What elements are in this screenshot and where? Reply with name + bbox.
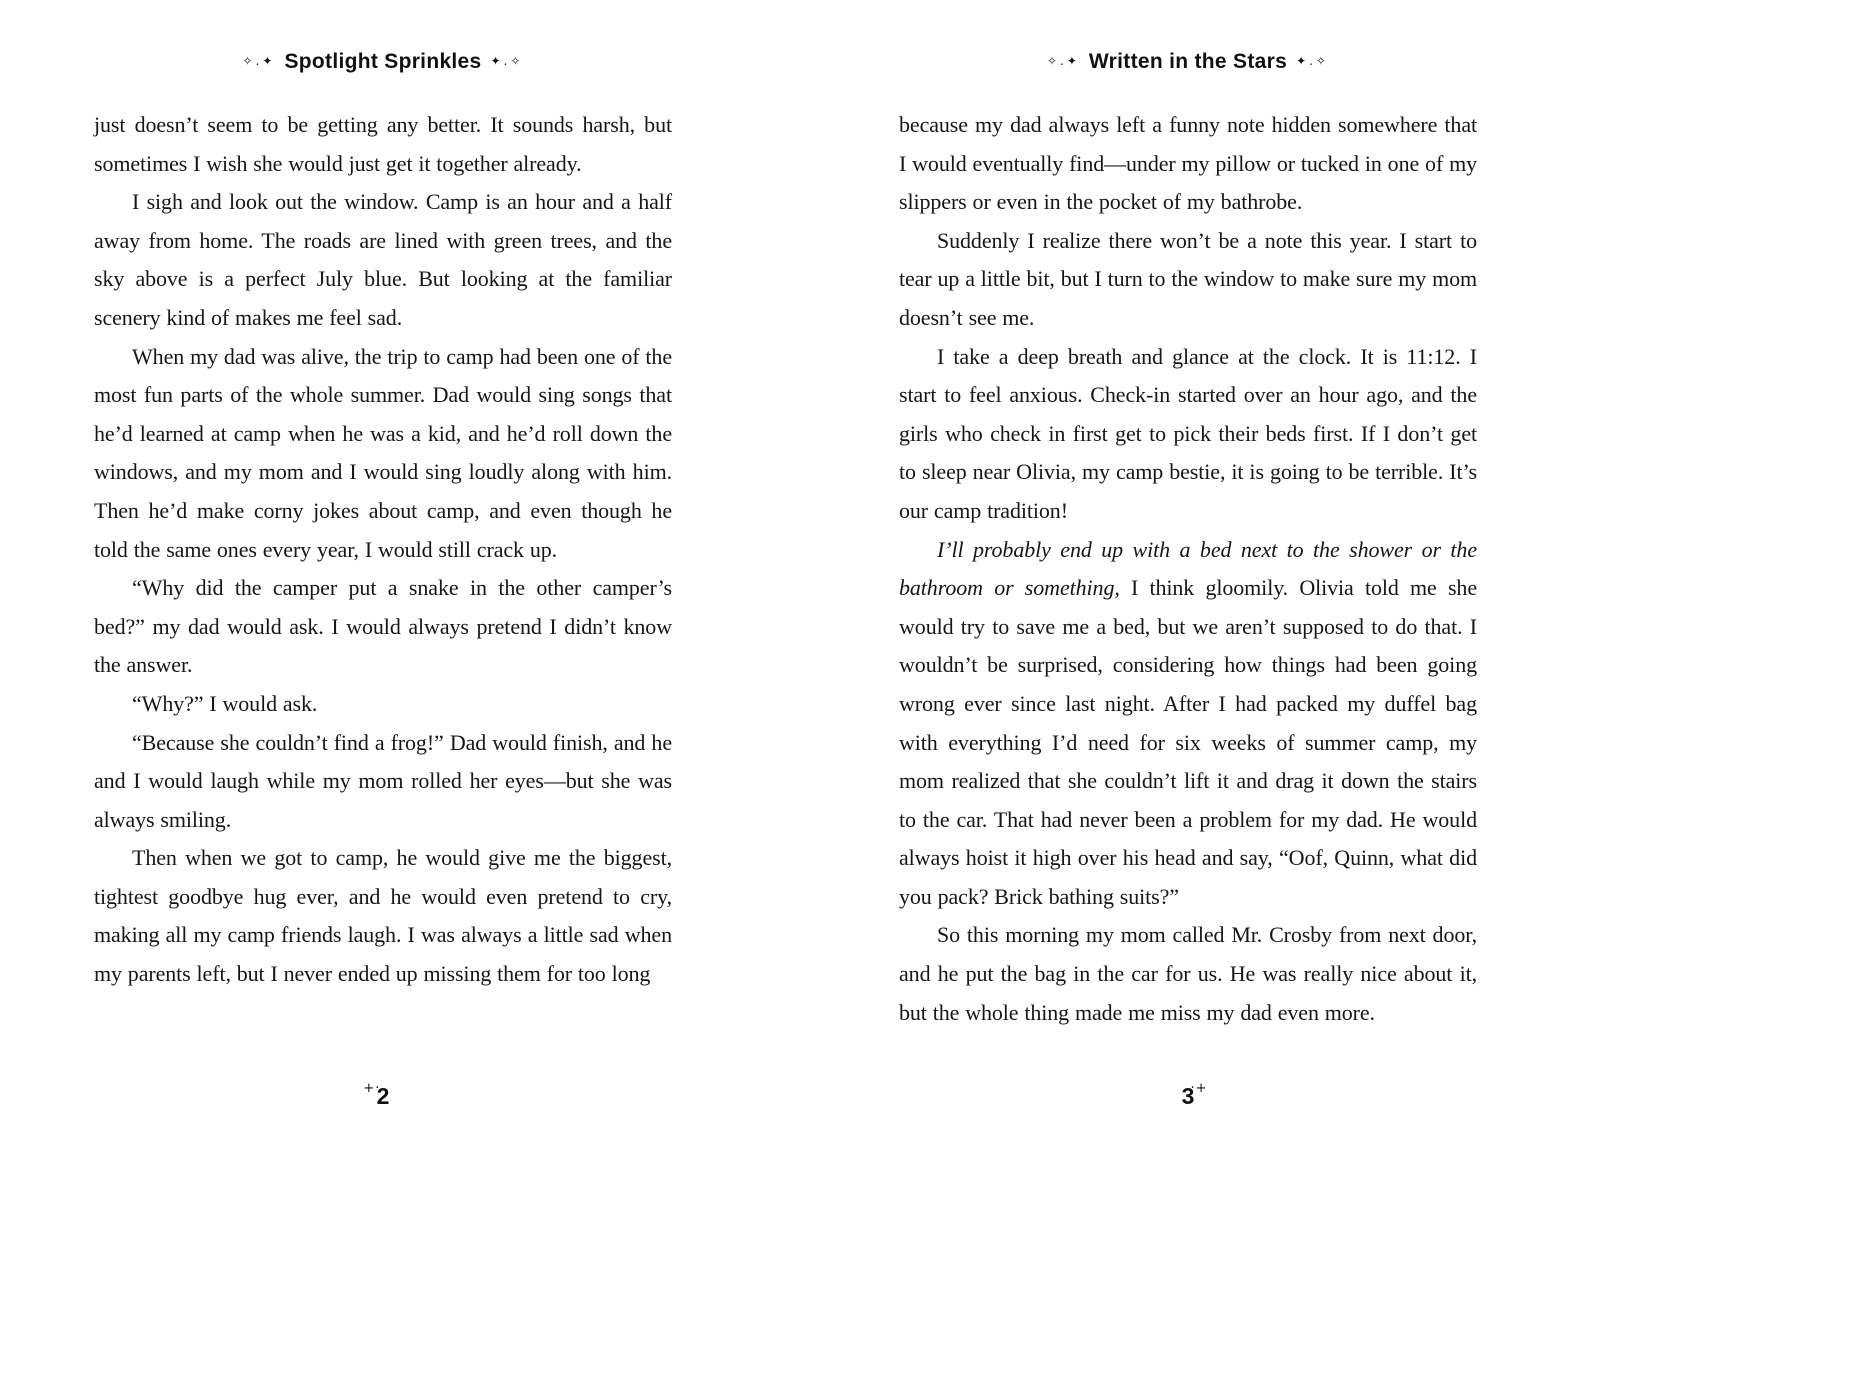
paragraph-segment: I think gloomily. Olivia told me she would try to save me a bed, but we aren’t supposed to do that. I wouldn’t be surprised, considering how things had been going wrong ever since last night. After I had packed my duffel bag with everything I’d need for six weeks of summer camp, my mom realized that she couldn’t lift it and drag it down the stairs to the car. That had never been a problem for my dad. He would always hoist it high over his head and say, “Oof, Quinn, what did you pack? Brick bathing suits?” (899, 575, 1477, 909)
page-number-wrap (1181, 1081, 1208, 1110)
paragraph-segment: When my dad was alive, the trip to camp had been one of the most fun parts of the whole summer. Dad would sing songs that he’d learned at camp when he was a kid, and he’d roll down the windows, and my mom and I would sing loudly along with him. Then he’d make corny jokes about camp, and even though he told the same ones every year, I would still crack up. (94, 343, 672, 562)
sparkle-ornament-left-icon: ✧.✦ (1046, 54, 1080, 68)
sparkle-ornament-right-icon: ✦.✧ (1296, 54, 1329, 68)
paragraph-segment: Suddenly I realize there won’t be a note this year. I start to tear up a little bit, but I turn to the window to make sure my mom doesn’t see me. (899, 227, 1477, 330)
paragraph (899, 338, 1477, 531)
folio-right (899, 1083, 1477, 1110)
page-number-wrap (363, 1081, 390, 1110)
paragraph-segment: I take a deep breath and glance at the clock. It is 11:12. I start to feel anxious. Check-in started over an hour ago, and the girls who check in first get to pick their beds first. If I don’t get to sleep near Olivia, my camp bestie, it is going to be terrible. It’s our camp tradition! (899, 343, 1477, 523)
page-number: 3 (1181, 1083, 1195, 1109)
page-left (94, 0, 672, 1396)
page-right (899, 0, 1477, 1396)
paragraph (899, 222, 1477, 338)
body-text-right (899, 106, 1477, 1032)
page-header-title-left: Spotlight Sprinkles (284, 50, 482, 73)
paragraph-segment: “Why did the camper put a snake in the other camper’s bed?” my dad would ask. I would always pretend I didn’t know the answer. (94, 575, 672, 678)
paragraph-segment: “Why?” I would ask. (132, 690, 318, 716)
paragraph-segment: Then when we got to camp, he would give me the biggest, tightest goodbye hug ever, and he would even pretend to cry, making all my camp friends laugh. I was always a little sad when my parents left, but I never ended up missing them for too long (94, 845, 672, 987)
paragraph-segment: just doesn’t seem to be getting any better. It sounds harsh, but sometimes I wish she would just get it together already. (94, 112, 672, 176)
paragraph (94, 183, 672, 337)
running-head-left (94, 50, 672, 74)
paragraph (94, 338, 672, 570)
sparkle-ornament-left-icon: ✧.✦ (242, 54, 276, 68)
paragraph (94, 724, 672, 840)
paragraph (899, 916, 1477, 1032)
paragraph (899, 106, 1477, 222)
running-head-right (899, 50, 1477, 74)
paragraph (94, 839, 672, 993)
page-number: 2 (376, 1083, 390, 1109)
paragraph-segment: I sigh and look out the window. Camp is an hour and a half away from home. The roads are lined with green trees, and the sky above is a perfect July blue. But looking at the familiar scenery kind of makes me feel sad. (94, 189, 672, 330)
paragraph-segment-italic: I’ll probably end up with a bed next to the shower or the bathroom or something, (899, 536, 1477, 601)
folio-sparkle-icon: +· (363, 1081, 381, 1096)
page-header-title-right: Written in the Stars (1088, 50, 1288, 73)
paragraph (899, 531, 1477, 917)
paragraph-segment: “Because she couldn’t find a frog!” Dad would finish, and he and I would laugh while my mom rolled her eyes—but she was always smiling. (94, 729, 672, 832)
paragraph-segment: So this morning my mom called Mr. Crosby from next door, and he put the bag in the car for us. He was really nice about it, but the whole thing made me miss my dad even more. (899, 922, 1477, 1025)
paragraph (94, 569, 672, 685)
paragraph-segment: because my dad always left a funny note hidden somewhere that I would eventually find—under my pillow or tucked in one of my slippers or even in the pocket of my bathrobe. (899, 112, 1477, 215)
paragraph (94, 106, 672, 183)
folio-left (94, 1083, 672, 1110)
paragraph (94, 685, 672, 724)
folio-sparkle-icon: ·+ (1190, 1081, 1208, 1096)
body-text-left (94, 106, 672, 994)
sparkle-ornament-right-icon: ✦.✧ (490, 54, 524, 68)
